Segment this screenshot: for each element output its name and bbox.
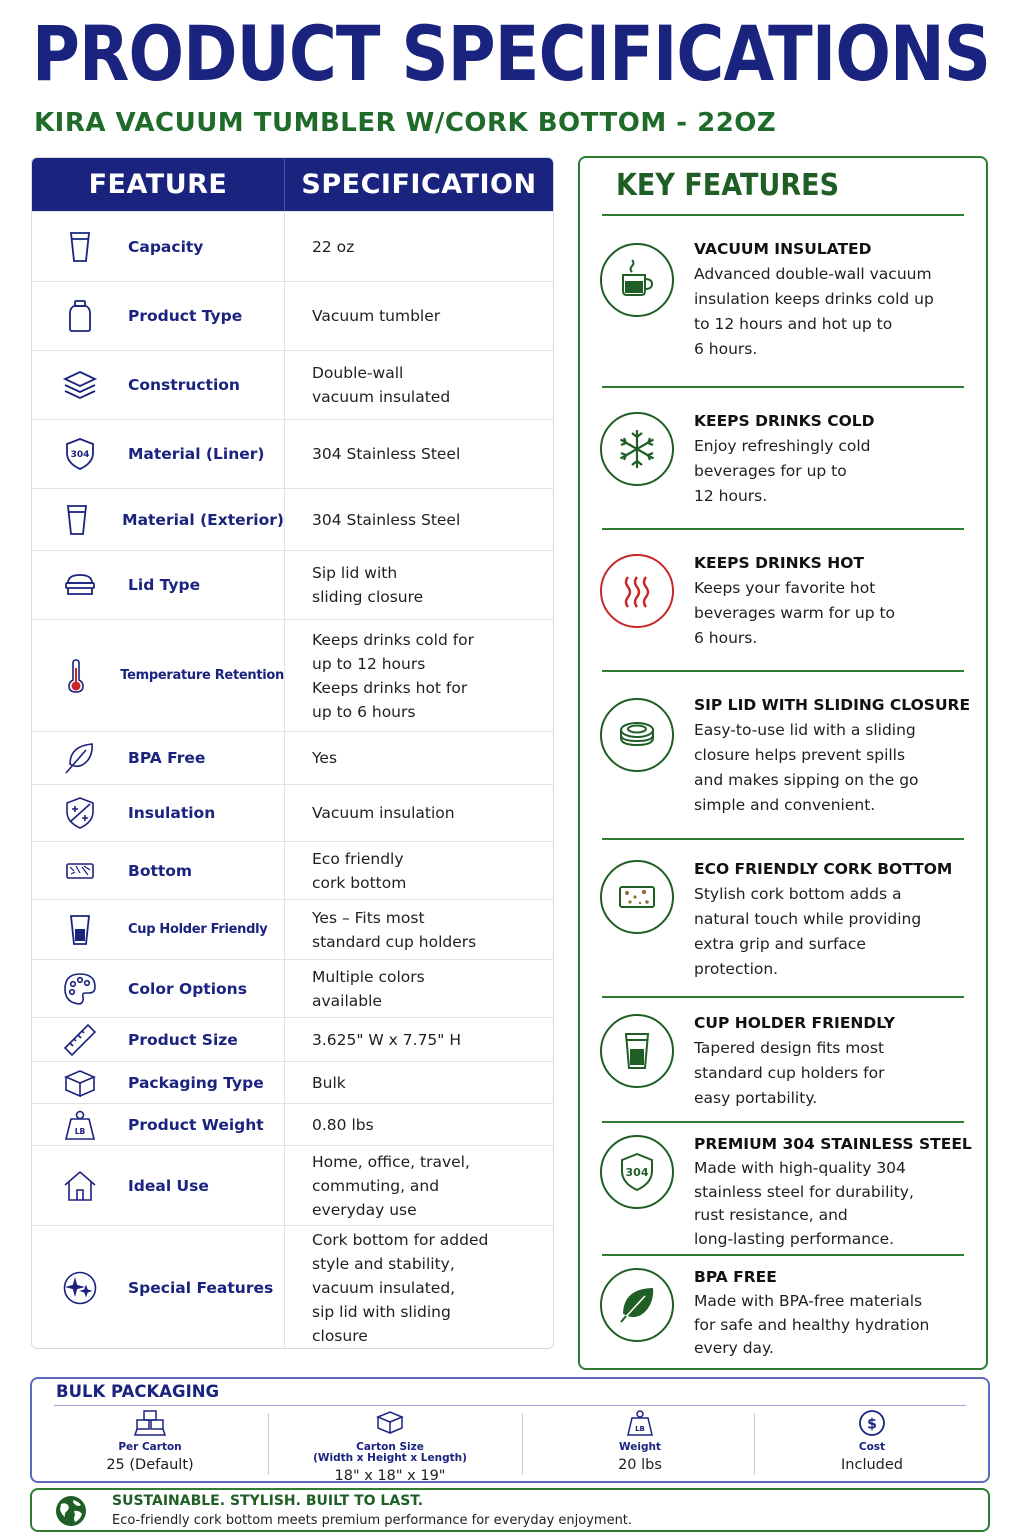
svg-text:304: 304 [70, 450, 90, 460]
divider [602, 1121, 964, 1123]
table-row [32, 899, 554, 959]
table-row [32, 419, 554, 488]
globe-icon [54, 1494, 88, 1528]
feature-name: Material (Liner) [128, 445, 265, 463]
feature-name: Lid Type [128, 576, 201, 594]
feature-description: Easy-to-use lid with a sliding closure helps prevent spills and makes sipping on the go simple and convenient. [694, 721, 919, 814]
footer-subtext: Eco-friendly cork bottom meets premium performance for everyday enjoyment. [112, 1513, 633, 1528]
divider [602, 214, 964, 216]
hot-mug-icon [600, 243, 674, 317]
house-icon [32, 1168, 128, 1204]
table-row [32, 281, 554, 350]
cup-icon [600, 1014, 674, 1088]
feature-description: Keeps your favorite hot beverages warm for up to 6 hours. [694, 579, 896, 647]
bulk-column [522, 1409, 758, 1481]
svg-text:LB: LB [74, 1126, 86, 1136]
spec-value: Keeps drinks cold for up to 12 hours Keeps drinks hot for up to 6 hours [312, 630, 475, 721]
bulk-value: 20 lbs [618, 1457, 662, 1473]
divider [602, 386, 964, 388]
spec-value: Double-wall vacuum insulated [312, 364, 451, 406]
feature-name: Special Features [128, 1279, 274, 1297]
page-subtitle: KIRA VACUUM TUMBLER W/CORK BOTTOM - 22OZ [34, 108, 777, 138]
spec-value: Vacuum insulation [312, 804, 455, 822]
bulk-label: Cost [858, 1441, 886, 1453]
feature-heading: BPA FREE [694, 1268, 777, 1286]
box-icon [32, 1065, 128, 1101]
lid-icon [600, 698, 674, 772]
spec-value: Home, office, travel, commuting, and everyday use [312, 1152, 470, 1219]
spec-table-header [32, 158, 553, 211]
feature-name: BPA Free [128, 749, 206, 767]
sparkle-icon [32, 1270, 128, 1306]
svg-text:304: 304 [625, 1166, 649, 1179]
key-features-title: KEY FEATURES [616, 168, 840, 203]
feature-name: Material (Exterior) [122, 510, 284, 529]
box-icon [374, 1409, 406, 1441]
bulk-packaging-panel [30, 1377, 990, 1483]
table-row [32, 1225, 554, 1349]
feature-heading: VACUUM INSULATED [694, 240, 872, 258]
bulk-label: Carton Size (Width x Height x Length) [313, 1441, 467, 1464]
bulk-packaging-title: BULK PACKAGING [56, 1382, 220, 1401]
feature-heading: KEEPS DRINKS COLD [694, 412, 875, 430]
header-feature: FEATURE [32, 158, 285, 211]
palette-icon [32, 971, 128, 1007]
layers-icon [32, 367, 128, 403]
spec-value: 22 oz [312, 237, 355, 256]
boxes-icon [134, 1409, 166, 1441]
divider [54, 1405, 966, 1406]
snowflake-shield-icon [32, 795, 128, 831]
table-row [32, 488, 554, 550]
table-row [32, 619, 554, 731]
header-specification: SPECIFICATION [301, 169, 537, 200]
bulk-label: Per Carton [118, 1441, 182, 1453]
dollar-icon [856, 1409, 888, 1441]
cork-icon [32, 853, 128, 889]
leaf-icon [32, 740, 128, 776]
spec-value: 0.80 lbs [312, 1115, 374, 1134]
weight-icon [624, 1409, 656, 1441]
footer-heading: SUSTAINABLE. STYLISH. BUILT TO LAST. [112, 1493, 424, 1509]
feature-name: Product Weight [128, 1115, 264, 1134]
bulk-column [32, 1409, 268, 1481]
table-row [32, 731, 554, 784]
feature-name: Ideal Use [128, 1176, 209, 1195]
feature-heading: PREMIUM 304 STAINLESS STEEL [694, 1135, 972, 1153]
spec-value: Sip lid with sliding closure [312, 564, 424, 606]
feature-name: Bottom [128, 861, 193, 880]
spec-table [31, 157, 554, 1349]
table-row [32, 211, 554, 281]
table-row [32, 1061, 554, 1103]
feature-description: Enjoy refreshingly cold beverages for up to 12 hours. [694, 437, 871, 505]
divider [602, 670, 964, 672]
bulk-value: 25 (Default) [106, 1457, 194, 1473]
feature-name: Construction [128, 376, 240, 394]
feature-heading: SIP LID WITH SLIDING CLOSURE [694, 696, 971, 714]
cup-icon [32, 229, 128, 265]
feature-description: Made with high-quality 304 stainless steel for durability, rust resistance, and long-lasting performance. [694, 1159, 914, 1248]
spec-value: Eco friendly cork bottom [312, 849, 407, 892]
feature-name: Product Size [128, 1030, 238, 1049]
divider [602, 996, 964, 998]
table-row [32, 350, 554, 419]
thermometer-icon [32, 658, 120, 694]
bulk-value: Included [841, 1457, 903, 1473]
feature-name: Capacity [128, 237, 204, 256]
spec-value: 3.625" W x 7.75" H [312, 1030, 462, 1049]
bulk-label: Weight [619, 1441, 661, 1453]
ruler-icon [32, 1022, 128, 1058]
feature-heading: ECO FRIENDLY CORK BOTTOM [694, 860, 953, 878]
divider [602, 1254, 964, 1256]
table-row [32, 1145, 554, 1225]
weight-icon [32, 1107, 128, 1143]
table-row [32, 550, 554, 619]
feature-heading: CUP HOLDER FRIENDLY [694, 1014, 895, 1032]
table-row [32, 959, 554, 1017]
feature-name: Temperature Retention [120, 668, 284, 683]
lid-icon [32, 567, 128, 603]
spec-value: Bulk [312, 1073, 346, 1092]
bulk-value: 18" x 18" x 19" [334, 1468, 446, 1484]
feature-description: Advanced double-wall vacuum insulation keeps drinks cold up to 12 hours and hot up to 6 hours. [694, 265, 934, 358]
feature-description: Tapered design fits most standard cup holders for easy portability. [694, 1039, 885, 1107]
shield-304-icon [32, 436, 128, 472]
bulk-column [272, 1409, 508, 1484]
spec-value: 304 Stainless Steel [312, 510, 461, 529]
feature-description: Made with BPA-free materials for safe and healthy hydration every day. [694, 1292, 930, 1357]
feature-name: Packaging Type [128, 1073, 264, 1092]
table-row [32, 1103, 554, 1145]
spec-value: Yes – Fits most standard cup holders [312, 908, 477, 951]
bulk-column [754, 1409, 990, 1481]
page-title: PRODUCT SPECIFICATIONS [32, 9, 991, 98]
spec-value: Cork bottom for added style and stability, vacuum insulated, sip lid with sliding closure [312, 1231, 489, 1345]
spec-value: Multiple colors available [312, 967, 425, 1010]
snowflake-icon [600, 412, 674, 486]
table-row [32, 1017, 554, 1061]
feature-name: Color Options [128, 979, 247, 998]
cup-icon [32, 502, 122, 538]
feature-name: Product Type [128, 307, 243, 325]
shield-304-icon [600, 1135, 674, 1209]
bottle-icon [32, 298, 128, 334]
spec-value: Vacuum tumbler [312, 307, 441, 325]
feature-name: Insulation [128, 804, 216, 822]
key-features-panel [578, 156, 988, 1370]
cup-holder-icon [32, 912, 128, 948]
feature-name: Cup Holder Friendly [128, 922, 268, 937]
svg-text:LB: LB [635, 1425, 645, 1433]
divider [602, 838, 964, 840]
spec-value: 304 Stainless Steel [312, 445, 461, 463]
spec-value: Yes [312, 749, 338, 767]
feature-description: Stylish cork bottom adds a natural touch while providing extra grip and surface protection. [694, 885, 922, 978]
table-row [32, 841, 554, 899]
divider [602, 528, 964, 530]
feature-heading: KEEPS DRINKS HOT [694, 554, 864, 572]
heat-waves-icon [600, 554, 674, 628]
cork-icon [600, 860, 674, 934]
table-row [32, 784, 554, 841]
footer-banner [30, 1488, 990, 1532]
leaf-icon [600, 1268, 674, 1342]
svg-text:$: $ [867, 1416, 877, 1433]
